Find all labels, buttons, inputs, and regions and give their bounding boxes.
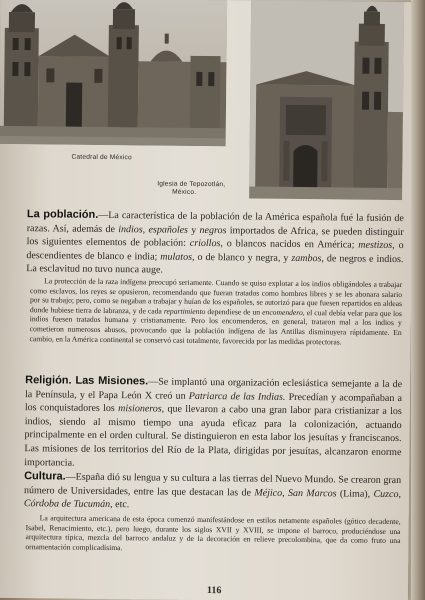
- cultura-text-1: —España dió su lengua y su cultura a las tierras del Nuevo Mundo. Se crearon gran número de Universidades, entre las que destacan las de: [23, 471, 402, 499]
- page-number: 116: [206, 585, 222, 597]
- church-photo: [249, 0, 404, 200]
- poblacion-term-negros: negros: [199, 224, 227, 236]
- church-caption-line-1: Iglesia de Tepozotlán,: [157, 180, 226, 189]
- proteccion-paragraph: [30, 276, 403, 347]
- religion-term-patriarca: Patriarca de las Indias.: [188, 390, 286, 403]
- poblacion-term-criollos: criollos,: [189, 238, 223, 250]
- poblacion-text-3: importados de Africa, se pueden distinguir los siguientes elementos de población:: [26, 224, 404, 250]
- church-caption-line-2: México.: [172, 188, 197, 196]
- poblacion-text-5: o descendientes de blanco e india;: [26, 240, 404, 263]
- cultura-heading: Cultura.: [24, 470, 66, 483]
- cultura-term-universidades-2: Cuzco, Córdoba de Tucumán,: [23, 488, 402, 511]
- religion-text-2: Precedían y acompañaban a los conquistadores los: [24, 391, 403, 415]
- religion-heading: Religión. Las Misiones.: [25, 374, 149, 388]
- religion-term-misioneros: misioneros,: [118, 403, 165, 415]
- poblacion-text-7: de negros e indios. La esclavitud no tuvo nunca auge.: [26, 253, 404, 276]
- cultura-text-3: etc.: [112, 499, 130, 511]
- proteccion-text-1: La protección de la raza indígena preocupó seriamente. Cuando se quiso explotar a los indios obligándoles a trabajar como esclavos, los reyes se opusieron, recomendando que fueran tratados como hombres libres y se les abonara salario por su trabajo; pero, como se negaban a trabajar y huían de los españoles, se autorizó para que fuesen repartidos en aldeas donde hubiese tierra de labranza, y de cada: [29, 276, 403, 316]
- church-illustration: [249, 0, 404, 200]
- cultura-term-universidades-1: Méjico, San Marcos: [254, 487, 337, 499]
- arquitectura-paragraph: La arquitectura americana de esta época comenzó manifestándose en estilos netamente españoles (gótico decadente, Isabel, Renacimiento, etc.), pero luego, durante los siglos XVII y XVIII, se impone el barroco, produciéndose una arquitectura típica, mezcla del barroco andaluz y de la decoración en relieve precolombina, que da como fruto una ornamentación complicadísima.: [25, 513, 401, 552]
- cathedral-photo: [0, 0, 227, 146]
- religion-text-1: —Se implantó una organización eclesiástica semejante a la de la Península, y el Papa León X creó un: [24, 376, 403, 402]
- proteccion-text-2: dependiese de un: [205, 306, 263, 317]
- poblacion-text-2: y: [187, 224, 200, 236]
- poblacion-text-4: o blancos nacidos en América;: [222, 238, 359, 251]
- poblacion-term-mestizos: mestizos,: [358, 239, 395, 252]
- poblacion-text-1: —La característica de la población de la América española fué la fusión de razas. Así, además de: [26, 209, 404, 235]
- poblacion-term-indios: indios, españoles: [118, 223, 189, 236]
- proteccion-text-3: el cual debía velar para que los indios fuesen tratados humana y cristianamente. Pero los encomenderos, en general, trataron mal a los indios y cometieron numerosos abusos, provocando que la población indígena de las Antillas disminuyera rápidamente. En cambio, en la América continental se conservó casi totalmente, favorecida por las medidas protectoras.: [29, 307, 402, 347]
- poblacion-paragraph: [26, 208, 404, 280]
- poblacion-term-mulatos: mulatos,: [160, 251, 195, 263]
- page-edge-shadow: [411, 0, 425, 600]
- cathedral-caption: Catedral de México: [71, 153, 132, 162]
- proteccion-term-encomendero: encomendero,: [262, 307, 305, 317]
- cathedral-illustration: [0, 0, 227, 146]
- cultura-paragraph: [24, 470, 401, 515]
- cultura-text-2: (Lima),: [336, 487, 374, 500]
- poblacion-text-6: o de blanco y negra, y: [194, 251, 292, 264]
- religion-text-3: que llevaron a cabo una gran labor para cristianizar a los indios, siendo al mismo tiempo una ayuda eficaz para la colonización, actuando principalmente en el orden cultural. Se distinguieron en esta labor los jesuítas y franciscanos. Las misiones de los territorios del Río de la Plata, dirigidas por jesuítas, alcanzaron enorme importancia.: [24, 403, 402, 469]
- poblacion-term-zambos: zambos,: [291, 252, 324, 265]
- poblacion-heading: La población.: [26, 208, 99, 221]
- religion-paragraph: [24, 374, 402, 473]
- proteccion-term-repartimiento: repartimiento: [163, 306, 206, 316]
